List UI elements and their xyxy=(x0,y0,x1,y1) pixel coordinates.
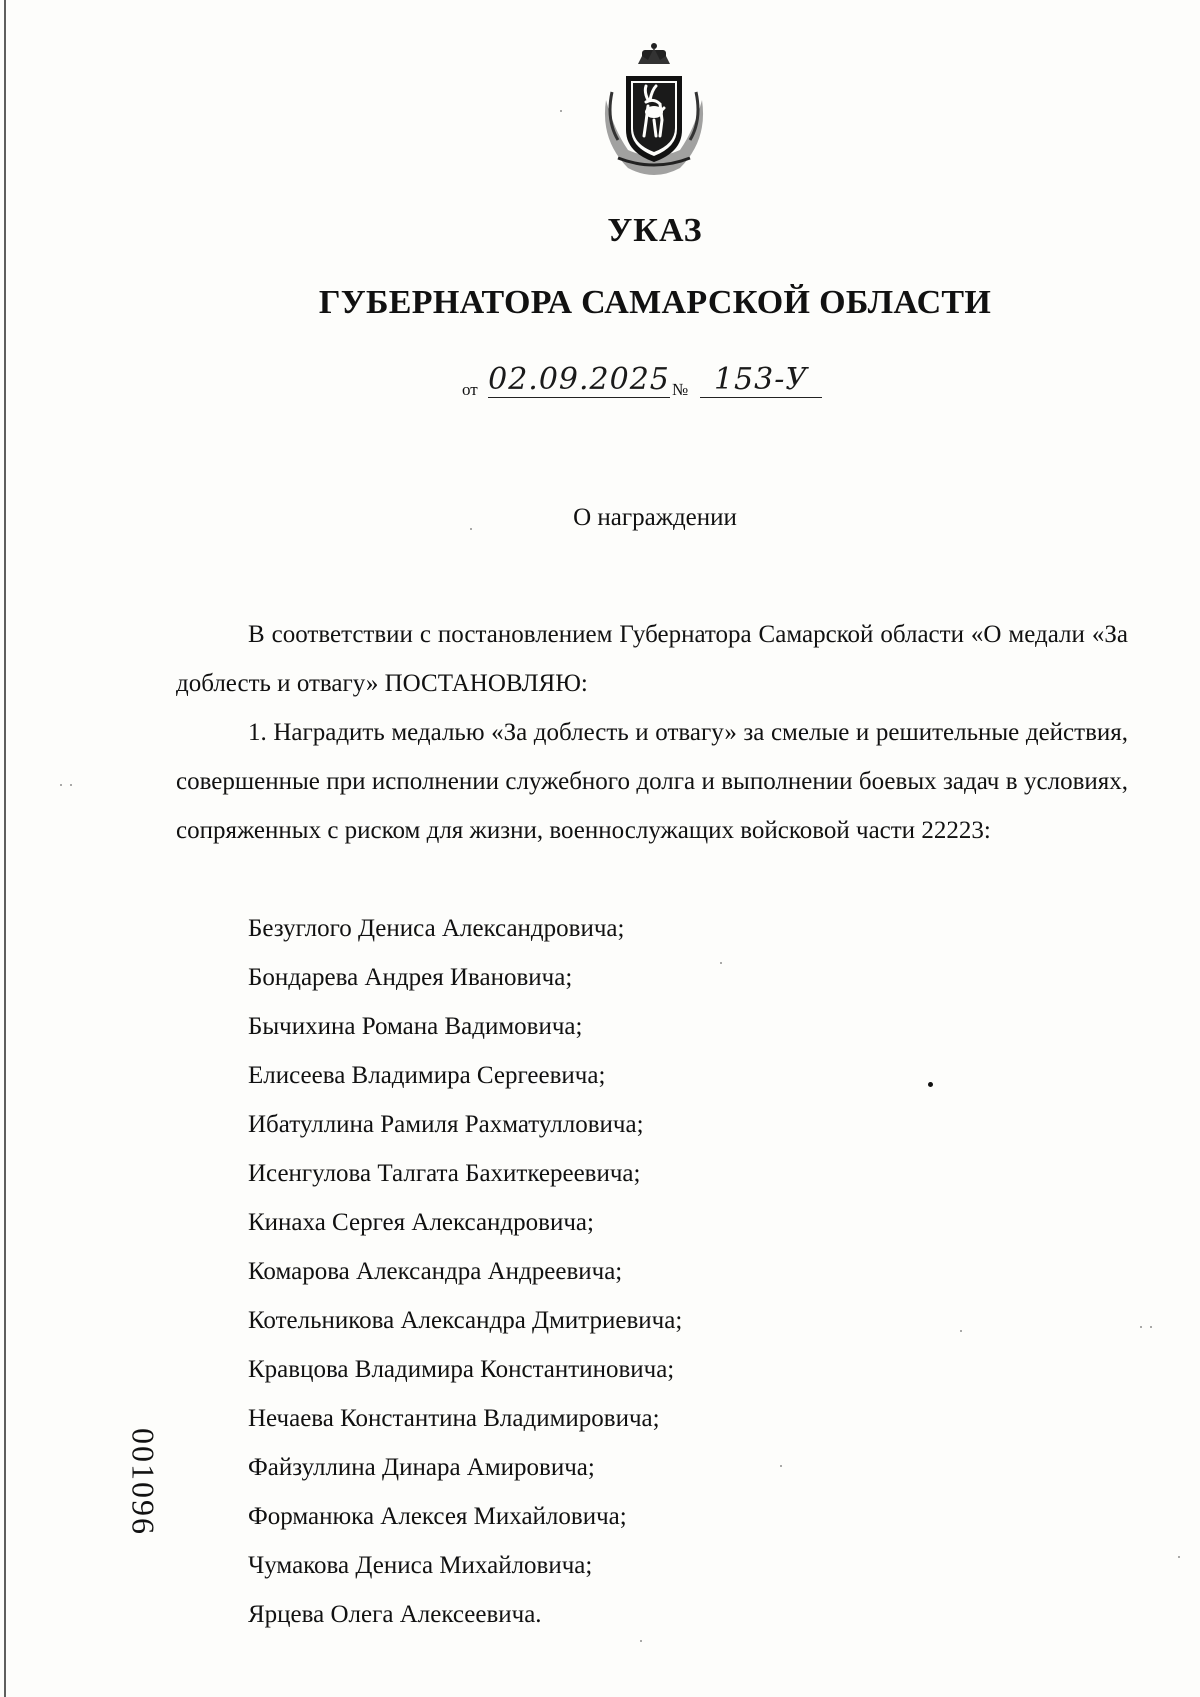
scan-speck xyxy=(960,1330,962,1332)
recipient-name: Файзуллина Динара Амировича; xyxy=(248,1454,595,1481)
scan-speck xyxy=(1140,1326,1142,1328)
scan-speck xyxy=(1150,1326,1152,1328)
scan-speck xyxy=(70,784,72,786)
coat-of-arms-emblem xyxy=(598,40,710,180)
recipients-list xyxy=(248,904,682,1639)
scan-speck xyxy=(780,1465,782,1467)
recipient-name: Исенгулова Талгата Бахиткереевича; xyxy=(248,1160,641,1187)
decree-title: УКАЗ xyxy=(607,212,703,249)
recipient-name: Нечаева Константина Владимировича; xyxy=(248,1405,660,1432)
scan-speck xyxy=(1178,1556,1180,1558)
scan-edge-line xyxy=(4,0,6,1697)
recipient-name: Кинаха Сергея Александровича; xyxy=(248,1209,594,1236)
recipient-name: Елисеева Владимира Сергеевича; xyxy=(248,1062,606,1089)
recipient-name: Кравцова Владимира Константиновича; xyxy=(248,1356,675,1383)
recipient-name: Комарова Александра Андреевича; xyxy=(248,1258,623,1285)
recipient-name: Котельникова Александра Дмитриевича; xyxy=(248,1307,683,1334)
award-paragraph: 1. Наградить медалью «За доблесть и отвагу» за смелые и решительные действия, совершенные при исполнении служебного долга и выполнении боевых задач в условиях, сопряженных с риском для жизни, военнослужащих войсковой части 22223: xyxy=(176,719,1128,844)
scan-speck xyxy=(470,528,472,530)
number-label: № xyxy=(672,380,689,399)
scan-speck xyxy=(720,962,722,964)
scan-speck xyxy=(928,1082,933,1087)
recipient-name: Ибатуллина Рамиля Рахматулловича; xyxy=(248,1111,644,1138)
recipient-name: Бычихина Романа Вадимовича; xyxy=(248,1013,583,1040)
recipient-name: Бондарева Андрея Ивановича; xyxy=(248,964,573,991)
margin-serial-number: 001096 xyxy=(125,1428,162,1536)
date-label: от xyxy=(462,380,478,399)
decree-subject: О награждении xyxy=(573,504,737,531)
recipient-name: Форманюка Алексея Михайловича; xyxy=(248,1503,627,1530)
preamble-paragraph: В соответствии с постановлением Губернатора Самарской области «О медали «За доблесть и отвагу» ПОСТАНОВЛЯЮ: xyxy=(176,621,1128,697)
recipient-name: Ярцева Олега Алексеевича. xyxy=(248,1601,542,1628)
scan-speck xyxy=(60,784,62,786)
scan-speck xyxy=(560,110,562,112)
handwritten-number: 153-У xyxy=(700,363,822,398)
handwritten-date: 02.09.2025 xyxy=(488,362,670,397)
scan-speck xyxy=(640,1640,642,1642)
decree-issuer: ГУБЕРНАТОРА САМАРСКОЙ ОБЛАСТИ xyxy=(318,284,992,321)
date-number-line xyxy=(462,362,862,402)
recipient-name: Безуглого Дениса Александровича; xyxy=(248,915,625,942)
recipient-name: Чумакова Дениса Михайловича; xyxy=(248,1552,593,1579)
